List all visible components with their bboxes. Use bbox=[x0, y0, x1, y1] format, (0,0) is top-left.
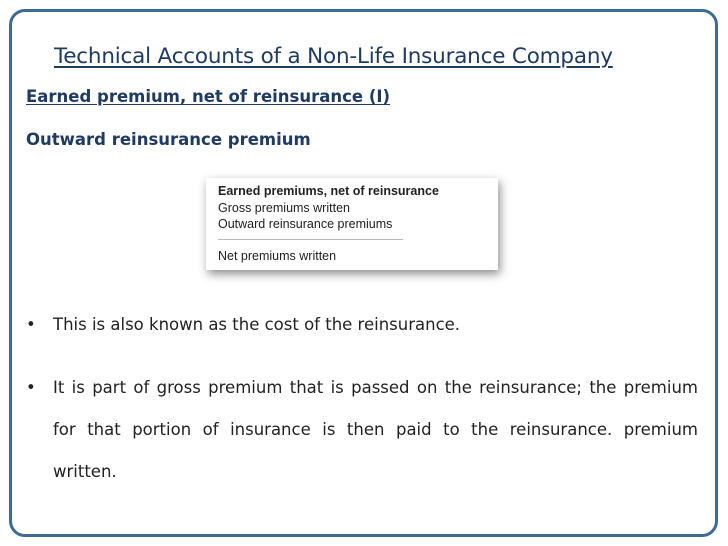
table-row-outward-premiums: Outward reinsurance premiums bbox=[218, 217, 393, 231]
bullet-item bbox=[26, 367, 698, 493]
bullet-dot: • bbox=[26, 378, 36, 397]
outward-reinsurance-subheading: Outward reinsurance premium bbox=[26, 130, 311, 149]
bullet-text: It is part of gross premium that is passed on the reinsurance; the premium for that portion of insurance is then paid to the reinsurance. premium written. bbox=[53, 378, 698, 481]
table-divider bbox=[218, 239, 403, 240]
table-row-net-premiums: Net premiums written bbox=[218, 249, 337, 263]
slide-title: Technical Accounts of a Non-Life Insurance Company bbox=[54, 44, 613, 69]
premium-table-image bbox=[206, 178, 498, 270]
bullet-text: This is also known as the cost of the reinsurance. bbox=[53, 315, 461, 334]
bullet-item bbox=[26, 315, 698, 334]
earned-premium-subheading: Earned premium, net of reinsurance (I) bbox=[26, 87, 391, 106]
table-row-gross-premiums: Gross premiums written bbox=[218, 201, 350, 215]
bullet-dot: • bbox=[26, 315, 36, 334]
table-heading: Earned premiums, net of reinsurance bbox=[218, 184, 439, 198]
